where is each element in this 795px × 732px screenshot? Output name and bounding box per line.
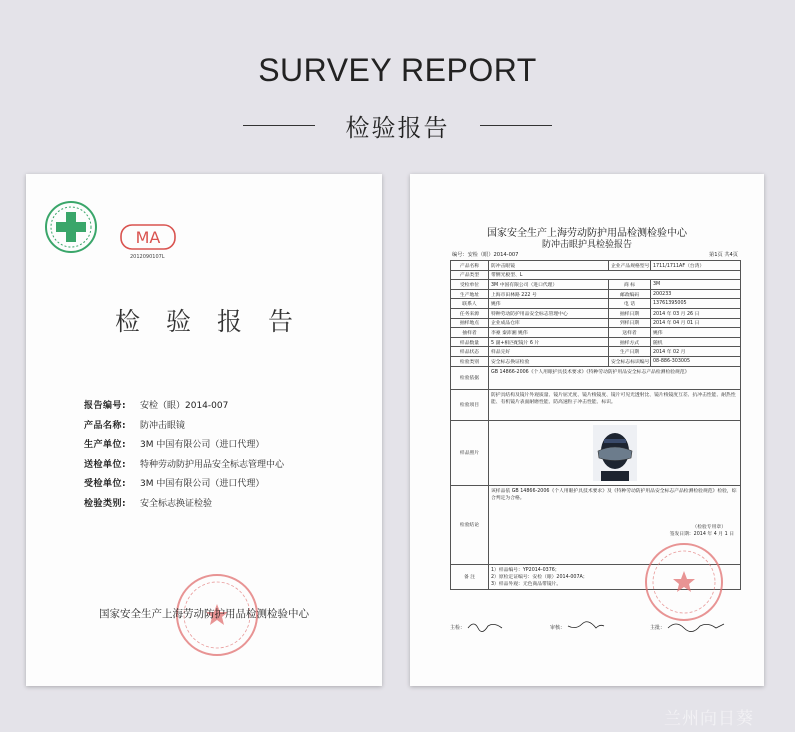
survey-title-en: SURVEY REPORT <box>258 52 537 88</box>
cover-field-row <box>84 418 284 438</box>
survey-title-cn: 检验报告 <box>345 114 450 142</box>
table-row <box>451 347 741 357</box>
field-value: 防冲击眼镜 <box>140 420 186 431</box>
table-cell: 邮政编码 <box>609 289 651 299</box>
table-cell: 抽样者 <box>451 328 489 338</box>
table-cell: 检验结论 <box>451 485 489 564</box>
table-cell: 检验项目 <box>451 389 489 420</box>
table-cell: 3M <box>651 280 741 290</box>
cover-field-row <box>84 437 284 457</box>
table-cell: 送样者 <box>609 328 651 338</box>
table-cell: 样品状态 <box>451 347 489 357</box>
table-cell: 抽样日期 <box>609 308 651 318</box>
note-line: 1）样品编号：YP2014-0376； <box>491 567 560 573</box>
cover-organization: 国家安全生产上海劳动防护用品检测检验中心 <box>99 608 309 620</box>
report-org-title: 国家安全生产上海劳动防护用品检测检验中心 <box>487 228 687 239</box>
cover-title: 检验报告 <box>114 307 319 336</box>
cover-field-row <box>84 476 284 496</box>
table-cell: 08-886-303005 <box>651 356 741 366</box>
watermark: 兰州向日葵 <box>664 709 754 729</box>
table-cell: 抽样方式 <box>609 337 651 347</box>
divider-right <box>480 125 552 126</box>
cross-logo-icon <box>44 200 98 254</box>
table-row <box>451 389 741 420</box>
report-title: 防冲击眼护具检验报告 <box>541 240 632 250</box>
table-cell: 安全标志换证检验 <box>489 356 609 366</box>
note-line: 3）样品外观：无色商品带镜片。 <box>491 581 562 587</box>
conclusion-text: 该样品依 GB 14866-2006《个人用眼护具技术要求》及《特种劳动防护用品安全标志产品检测检验规范》检验，综合判定为合格。 <box>491 488 737 501</box>
table-cell: 生产日期 <box>609 347 651 357</box>
field-label: 产品名称: <box>84 420 127 431</box>
table-cell: 任务来源 <box>451 308 489 318</box>
stamp-note: （检验专用章） <box>692 524 726 530</box>
table-cell: 防护具结构及镜片外观质量、镜片屈光度、镜片棱镜度、镜片可见光透射比、镜片棱镜度互差、抗冲击性能、耐热性能、有机镜片表面耐磨性能、防高速粒子冲击性能、标识。 <box>489 389 741 420</box>
table-cell: 联系人 <box>451 299 489 309</box>
table-cell: 到样日期 <box>609 318 651 328</box>
table-cell: 受检单位 <box>451 280 489 290</box>
field-label: 生产单位: <box>84 440 127 450</box>
table-cell: 企业产品规格型号 <box>609 261 651 271</box>
field-label: 报告编号: <box>84 401 127 411</box>
field-value: 安全标志换证检验 <box>140 498 213 509</box>
table-cell: 姚伟 <box>651 328 741 338</box>
table-cell: 样品照片 <box>451 420 489 485</box>
table-cell: 产品名称 <box>451 261 489 271</box>
table-row <box>451 299 741 309</box>
table-cell: 1711/1711AF（台湾） <box>651 261 741 271</box>
table-cell: 企业成品仓库 <box>489 318 609 328</box>
field-value: 特种劳动防护用品安全标志管理中心 <box>140 459 285 470</box>
field-label: 受检单位: <box>84 479 127 489</box>
report-number: 编号：安检（眼）2014-007 <box>452 252 519 258</box>
signature-icon <box>566 620 606 632</box>
table-cell: 200233 <box>651 289 741 299</box>
table-cell: 检验类别 <box>451 356 489 366</box>
signature-icon <box>666 620 726 632</box>
table-cell: 样品完好 <box>489 347 609 357</box>
table-cell: 3M 中国有限公司（进口代理） <box>489 280 609 290</box>
table-cell: 抽样地点 <box>451 318 489 328</box>
cover-fields <box>84 398 284 515</box>
table-row <box>451 270 741 280</box>
table-row <box>451 366 741 389</box>
signature-icon <box>466 620 506 632</box>
signature-label-inspector: 主检： <box>450 625 466 631</box>
table-row <box>451 337 741 347</box>
table-cell: 姚伟 <box>489 299 609 309</box>
table-cell: 安全标志标识编号 <box>609 356 651 366</box>
table-cell: 商 标 <box>609 280 651 290</box>
table-cell: 电 话 <box>609 299 651 309</box>
table-row <box>451 261 741 271</box>
field-value: 安检（眼）2014-007 <box>140 401 229 411</box>
table-row <box>451 328 741 338</box>
table-cell: 2014 年 04 月 01 日 <box>651 318 741 328</box>
table-cell: 样品数量 <box>451 337 489 347</box>
table-row <box>451 308 741 318</box>
table-cell: 2014 年 02 月 <box>651 347 741 357</box>
table-cell: 特种劳动防护用品安全标志管理中心 <box>489 308 609 318</box>
table-row <box>451 280 741 290</box>
report-detail-page <box>410 174 764 686</box>
report-cover-page <box>26 174 382 686</box>
table-cell: 李豪 秦沛湘 姚伟 <box>489 328 609 338</box>
report-page: 第1页 共4页 <box>709 252 738 258</box>
cma-number: 2012090107L <box>130 254 165 260</box>
table-cell: 备 注 <box>451 564 489 589</box>
survey-subtitle-row <box>0 104 795 144</box>
table-row <box>451 318 741 328</box>
table-row <box>451 420 741 485</box>
field-label: 检验类别: <box>84 498 127 509</box>
cma-logo-icon <box>120 224 176 250</box>
table-cell: 2014 年 03 月 26 日 <box>651 308 741 318</box>
table-cell: 检验依据 <box>451 366 489 389</box>
table-cell: 上海市田林路 222 号 <box>489 289 609 299</box>
table-cell: 产品类型 <box>451 270 489 280</box>
table-cell: 带侧光板型、L <box>489 270 741 280</box>
note-line: 2）原检定证编号：安检（眼）2014-007A； <box>491 574 588 580</box>
cover-field-row <box>84 457 284 477</box>
table-cell: 生产地址 <box>451 289 489 299</box>
table-row <box>451 356 741 366</box>
svg-text:MA: MA <box>135 228 161 247</box>
safety-glasses-photo-icon <box>593 425 637 481</box>
table-cell: GB 14866-2006《个人用眼护具技术要求》《特种劳动防护用品安全标志产品检测检验规范》 <box>489 366 741 389</box>
table-cell: 随机 <box>651 337 741 347</box>
cover-field-row <box>84 496 284 516</box>
report-meta <box>452 251 738 258</box>
table-row <box>451 289 741 299</box>
cover-field-row <box>84 398 284 418</box>
field-value: 3M 中国有限公司（进口代理） <box>140 440 265 450</box>
field-value: 3M 中国有限公司（进口代理） <box>140 479 265 489</box>
sign-date: 签发日期：2014 年 4 月 1 日 <box>669 531 734 537</box>
red-seal-icon <box>642 540 726 624</box>
field-label: 送检单位: <box>84 459 127 470</box>
signature-label-reviewer: 审核： <box>550 625 566 631</box>
table-cell: 防冲击眼镜 <box>489 261 609 271</box>
table-cell: 5 副+相匹配镜片 6 片 <box>489 337 609 347</box>
table-cell: 13761395005 <box>651 299 741 309</box>
signature-label-approver: 主批： <box>650 625 666 631</box>
